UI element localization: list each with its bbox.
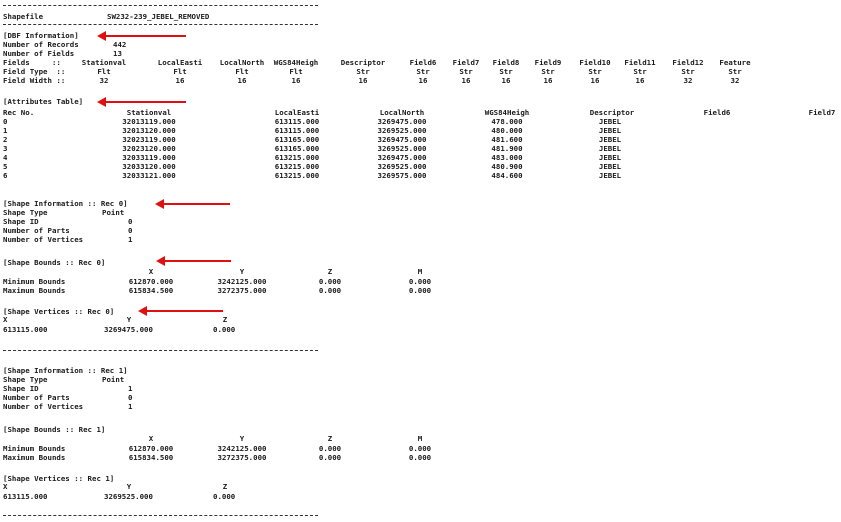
min-bounds-value: 0.000 (318, 277, 342, 286)
dbf-field-type: Str (681, 67, 695, 76)
attributes-column-header: Rec No. (3, 108, 35, 117)
table-cell: 2 (3, 135, 8, 144)
vertices-label: Number of Vertices (3, 402, 84, 411)
table-cell: JEBEL (598, 162, 622, 171)
shape-info-header: [Shape Information :: Rec 0] (3, 199, 128, 208)
dbf-field-width: 16 (358, 76, 368, 85)
max-bounds-value: 3272375.000 (217, 453, 267, 462)
dbf-field-type: Str (356, 67, 370, 76)
shape-id-value: 0 (128, 217, 133, 226)
table-cell: 3269525.000 (377, 162, 427, 171)
table-cell: 32033119.000 (122, 153, 176, 162)
bounds-column-header: Y (239, 434, 245, 443)
field-width-row-label: Field Width :: (3, 76, 66, 85)
separator-line (3, 24, 318, 25)
table-cell: 3 (3, 144, 8, 153)
fields-value: 13 (113, 49, 122, 58)
dbf-field-name: Field9 (534, 58, 562, 67)
max-bounds-label: Maximum Bounds (3, 286, 66, 295)
table-cell: JEBEL (598, 117, 622, 126)
max-bounds-value: 3272375.000 (217, 286, 267, 295)
vertices-value: 1 (128, 235, 133, 244)
bounds-column-header: X (148, 434, 154, 443)
vertex-value: 0.000 (213, 325, 236, 334)
dbf-field-width: 16 (418, 76, 428, 85)
max-bounds-label: Maximum Bounds (3, 453, 66, 462)
bounds-header: [Shape Bounds :: Rec 1] (3, 425, 106, 434)
table-cell: 32023119.000 (122, 135, 176, 144)
dbf-field-type: Flt (97, 67, 111, 76)
dbf-field-type: Str (588, 67, 602, 76)
dbf-field-width: 16 (543, 76, 553, 85)
table-cell: 3269525.000 (377, 144, 427, 153)
fields-label: Number of Fields (3, 49, 75, 58)
attributes-column-header: Field6 (703, 108, 731, 117)
table-cell: 4 (3, 153, 8, 162)
attributes-column-header: Stationval (126, 108, 172, 117)
attributes-header: [Attributes Table] (3, 97, 84, 106)
table-cell: 478.000 (491, 117, 523, 126)
separator-line (3, 5, 318, 6)
table-cell: JEBEL (598, 171, 622, 180)
dbf-field-name: Field10 (579, 58, 611, 67)
dbf-field-width: 16 (590, 76, 600, 85)
dbf-field-name: Field11 (624, 58, 656, 67)
table-cell: 3269525.000 (377, 126, 427, 135)
min-bounds-value: 3242125.000 (217, 277, 267, 286)
vertex-value: 613115.000 (3, 325, 48, 334)
bounds-column-header: Z (327, 434, 333, 443)
table-cell: 3269475.000 (377, 153, 427, 162)
vertices-value: 1 (128, 402, 133, 411)
shape-type-label: Shape Type (3, 208, 48, 217)
table-cell: 613115.000 (274, 117, 320, 126)
dbf-field-width: 32 (730, 76, 740, 85)
attributes-column-header: WGS84Heigh (484, 108, 530, 117)
table-cell: 32033121.000 (122, 171, 176, 180)
dbf-field-type: Flt (173, 67, 187, 76)
separator-line (3, 515, 318, 516)
max-bounds-value: 0.000 (318, 453, 342, 462)
attributes-column-header: Field7 (808, 108, 836, 117)
dbf-field-width: 16 (291, 76, 301, 85)
table-cell: 484.600 (491, 171, 523, 180)
separator-line (3, 350, 318, 351)
parts-value: 0 (128, 393, 133, 402)
table-cell: 481.900 (491, 144, 523, 153)
dbf-field-type: Str (541, 67, 555, 76)
red-arrow-icon (162, 203, 230, 205)
dbf-field-type: Str (416, 67, 430, 76)
table-cell: 3269475.000 (377, 117, 427, 126)
vertex-column-header: X (3, 315, 8, 324)
table-cell: 6 (3, 171, 8, 180)
vertex-column-header: Z (222, 482, 228, 491)
attributes-column-header: LocalEasti (274, 108, 320, 117)
dbf-field-name: LocalEasti (157, 58, 203, 67)
records-label: Number of Records (3, 40, 79, 49)
dbf-field-name: Field8 (492, 58, 520, 67)
dbf-field-type: Str (499, 67, 513, 76)
max-bounds-value: 0.000 (318, 286, 342, 295)
parts-value: 0 (128, 226, 133, 235)
dbf-field-type: Str (459, 67, 473, 76)
vertices-header: [Shape Vertices :: Rec 1] (3, 474, 115, 483)
attributes-column-header: Descriptor (589, 108, 635, 117)
bounds-column-header: Z (327, 267, 333, 276)
attributes-column-header: LocalNorth (379, 108, 425, 117)
records-value: 442 (113, 40, 127, 49)
dbf-field-width: 16 (501, 76, 511, 85)
vertex-column-header: Y (126, 482, 132, 491)
shape-type-value: Point (102, 208, 125, 217)
parts-label: Number of Parts (3, 226, 70, 235)
table-cell: 613165.000 (274, 144, 320, 153)
min-bounds-value: 0.000 (318, 444, 342, 453)
red-arrow-icon (163, 260, 231, 262)
vertex-value: 0.000 (213, 492, 236, 501)
vertices-header: [Shape Vertices :: Rec 0] (3, 307, 115, 316)
vertex-column-header: Y (126, 315, 132, 324)
dbf-field-name: Field12 (672, 58, 704, 67)
min-bounds-value: 0.000 (408, 277, 432, 286)
table-cell: 483.000 (491, 153, 523, 162)
shapefile-name: SW232-239_JEBEL_REMOVED (107, 12, 210, 21)
min-bounds-value: 3242125.000 (217, 444, 267, 453)
dbf-field-type: Str (633, 67, 647, 76)
vertex-value: 3269475.000 (104, 325, 153, 334)
vertices-label: Number of Vertices (3, 235, 84, 244)
dbf-field-width: 32 (683, 76, 693, 85)
table-cell: 613165.000 (274, 135, 320, 144)
vertex-column-header: Z (222, 315, 228, 324)
table-cell: JEBEL (598, 153, 622, 162)
table-cell: 480.000 (491, 126, 523, 135)
table-cell: 5 (3, 162, 8, 171)
vertex-value: 613115.000 (3, 492, 48, 501)
dbf-field-type: Str (728, 67, 742, 76)
bounds-column-header: Y (239, 267, 245, 276)
table-cell: 613215.000 (274, 153, 320, 162)
table-cell: JEBEL (598, 126, 622, 135)
bounds-column-header: M (417, 434, 423, 443)
table-cell: JEBEL (598, 144, 622, 153)
dbf-field-width: 16 (635, 76, 645, 85)
table-cell: 613115.000 (274, 126, 320, 135)
table-cell: JEBEL (598, 135, 622, 144)
table-cell: 32023120.000 (122, 144, 176, 153)
dbf-field-name: Descriptor (340, 58, 386, 67)
dbf-field-width: 16 (461, 76, 471, 85)
shape-type-value: Point (102, 375, 125, 384)
shape-type-label: Shape Type (3, 375, 48, 384)
table-cell: 32013120.000 (122, 126, 176, 135)
bounds-header: [Shape Bounds :: Rec 0] (3, 258, 106, 267)
table-cell: 613215.000 (274, 171, 320, 180)
dbf-field-name: LocalNorth (219, 58, 265, 67)
shape-info-header: [Shape Information :: Rec 1] (3, 366, 128, 375)
fields-row-label: Fields :: (3, 58, 61, 67)
vertex-column-header: X (3, 482, 8, 491)
dbf-field-type: Flt (289, 67, 303, 76)
dbf-field-width: 16 (175, 76, 185, 85)
shape-id-value: 1 (128, 384, 133, 393)
dbf-header: [DBF Information] (3, 31, 79, 40)
table-cell: 32013119.000 (122, 117, 176, 126)
shape-id-label: Shape ID (3, 384, 39, 393)
table-cell: 1 (3, 126, 8, 135)
max-bounds-value: 0.000 (408, 453, 432, 462)
red-arrow-icon (145, 310, 223, 312)
table-cell: 613215.000 (274, 162, 320, 171)
table-cell: 32033120.000 (122, 162, 176, 171)
max-bounds-value: 0.000 (408, 286, 432, 295)
red-arrow-icon (104, 35, 186, 37)
max-bounds-value: 615834.500 (128, 286, 174, 295)
vertex-value: 3269525.000 (104, 492, 153, 501)
dbf-field-name: WGS84Heigh (273, 58, 319, 67)
max-bounds-value: 615834.500 (128, 453, 174, 462)
dbf-field-name: Stationval (81, 58, 127, 67)
min-bounds-label: Minimum Bounds (3, 277, 66, 286)
dbf-field-width: 32 (99, 76, 109, 85)
parts-label: Number of Parts (3, 393, 70, 402)
red-arrow-icon (104, 101, 186, 103)
min-bounds-value: 0.000 (408, 444, 432, 453)
table-cell: 0 (3, 117, 8, 126)
min-bounds-label: Minimum Bounds (3, 444, 66, 453)
table-cell: 480.900 (491, 162, 523, 171)
field-type-row-label: Field Type :: (3, 67, 66, 76)
bounds-column-header: M (417, 267, 423, 276)
dbf-field-type: Flt (235, 67, 249, 76)
min-bounds-value: 612870.000 (128, 444, 174, 453)
bounds-column-header: X (148, 267, 154, 276)
dbf-field-width: 16 (237, 76, 247, 85)
table-cell: 481.600 (491, 135, 523, 144)
shape-id-label: Shape ID (3, 217, 39, 226)
table-cell: 3269575.000 (377, 171, 427, 180)
table-cell: 3269475.000 (377, 135, 427, 144)
shapefile-label: Shapefile (3, 12, 44, 21)
dbf-field-name: Field7 (452, 58, 480, 67)
min-bounds-value: 612870.000 (128, 277, 174, 286)
dbf-field-name: Field6 (409, 58, 437, 67)
dbf-field-name: Feature (719, 58, 751, 67)
